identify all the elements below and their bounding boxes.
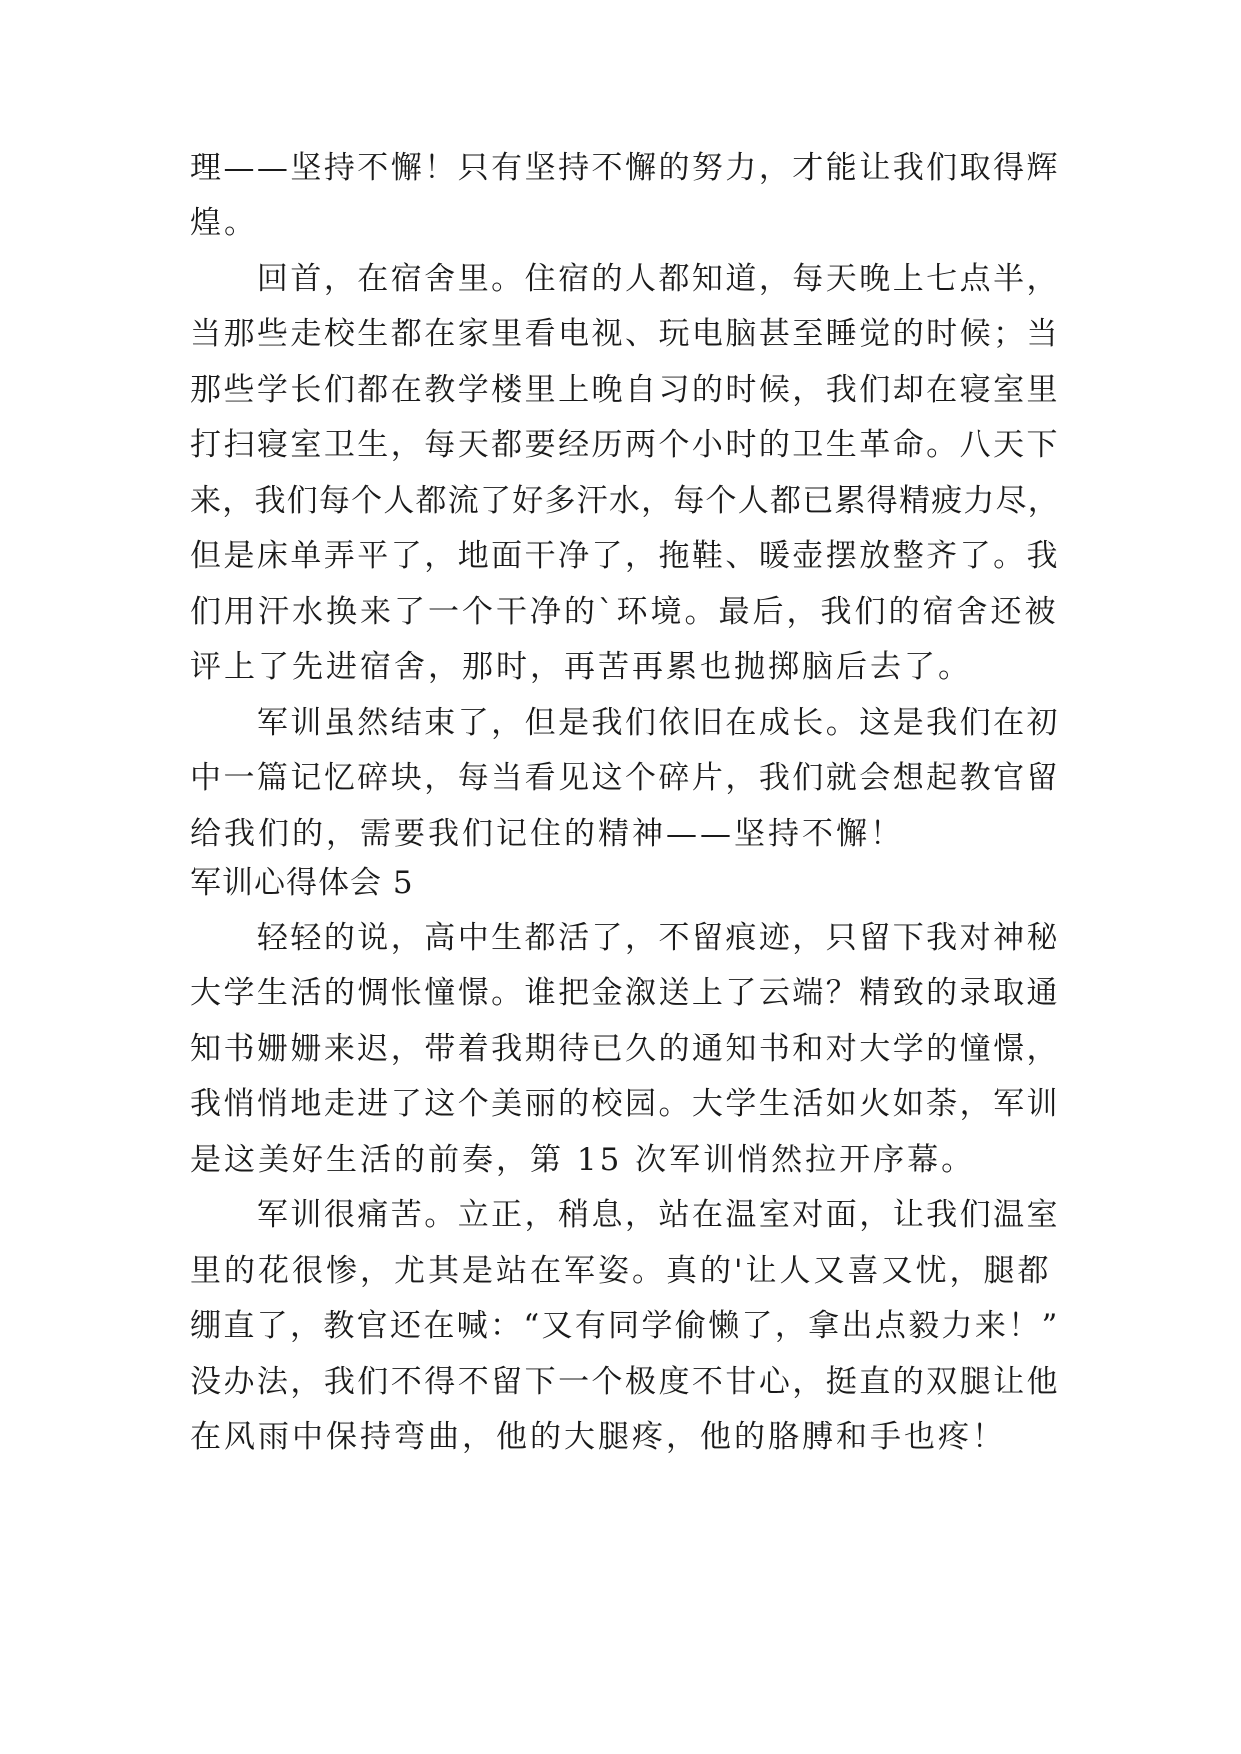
para-2-line-4: 打扫寝室卫生，每天都要经历两个小时的卫生革命。八天下 — [190, 427, 1060, 463]
para-4-line-4: 我悄悄地走进了这个美丽的校园。大学生活如火如荼，军训 — [190, 1086, 1060, 1122]
para-1-line-1: 理——坚持不懈！只有坚持不懈的努力，才能让我们取得辉 — [190, 150, 1060, 186]
para-4-line-5: 是这美好生活的前奏，第 15 次军训悄然拉开序幕。 — [190, 1142, 976, 1178]
para-4-line-2: 大学生活的惆怅憧憬。谁把金溆送上了云端？精致的录取通 — [190, 975, 1060, 1011]
para-3-line-3: 给我们的，需要我们记住的精神——坚持不懈！ — [190, 816, 904, 852]
section-heading: 军训心得体会 5 — [190, 865, 414, 901]
para-5-line-5: 在风雨中保持弯曲，他的大腿疼，他的胳膊和手也疼！ — [190, 1419, 1006, 1455]
para-2-line-1: 回首，在宿舍里。住宿的人都知道，每天晚上七点半， — [190, 261, 1060, 297]
para-5-line-3: 绷直了，教官还在喊：“又有同学偷懒了，拿出点毅力来！” — [190, 1308, 1060, 1344]
para-5-line-1: 军训很痛苦。立正，稍息，站在温室对面，让我们温室 — [190, 1197, 1060, 1233]
para-3-line-1: 军训虽然结束了，但是我们依旧在成长。这是我们在初 — [190, 705, 1060, 741]
para-5-line-4: 没办法，我们不得不留下一个极度不甘心，挺直的双腿让他 — [190, 1364, 1060, 1400]
para-5-line-2: 里的花很惨，尤其是站在军姿。真的'让人又喜又忧，腿都 — [190, 1253, 1052, 1289]
para-4-line-1: 轻轻的说，高中生都活了，不留痕迹，只留下我对神秘 — [190, 920, 1060, 956]
para-4-line-3: 知书姗姗来迟，带着我期待已久的通知书和对大学的憧憬， — [190, 1031, 1060, 1067]
para-2-line-2: 当那些走校生都在家里看电视、玩电脑甚至睡觉的时候；当 — [190, 316, 1060, 352]
para-2-line-8: 评上了先进宿舍，那时，再苦再累也抛掷脑后去了。 — [190, 649, 972, 685]
para-3-line-2: 中一篇记忆碎块，每当看见这个碎片，我们就会想起教官留 — [190, 760, 1060, 796]
para-1-line-2: 煌。 — [190, 205, 258, 241]
para-2-line-6: 但是床单弄平了，地面干净了，拖鞋、暖壶摆放整齐了。我 — [190, 538, 1060, 574]
para-2-line-5: 来，我们每个人都流了好多汗水，每个人都已累得精疲力尽， — [190, 483, 1060, 519]
para-2-line-7: 们用汗水换来了一个干净的`环境。最后，我们的宿舍还被 — [190, 594, 1059, 630]
para-2-line-3: 那些学长们都在教学楼里上晚自习的时候，我们却在寝室里 — [190, 372, 1060, 408]
